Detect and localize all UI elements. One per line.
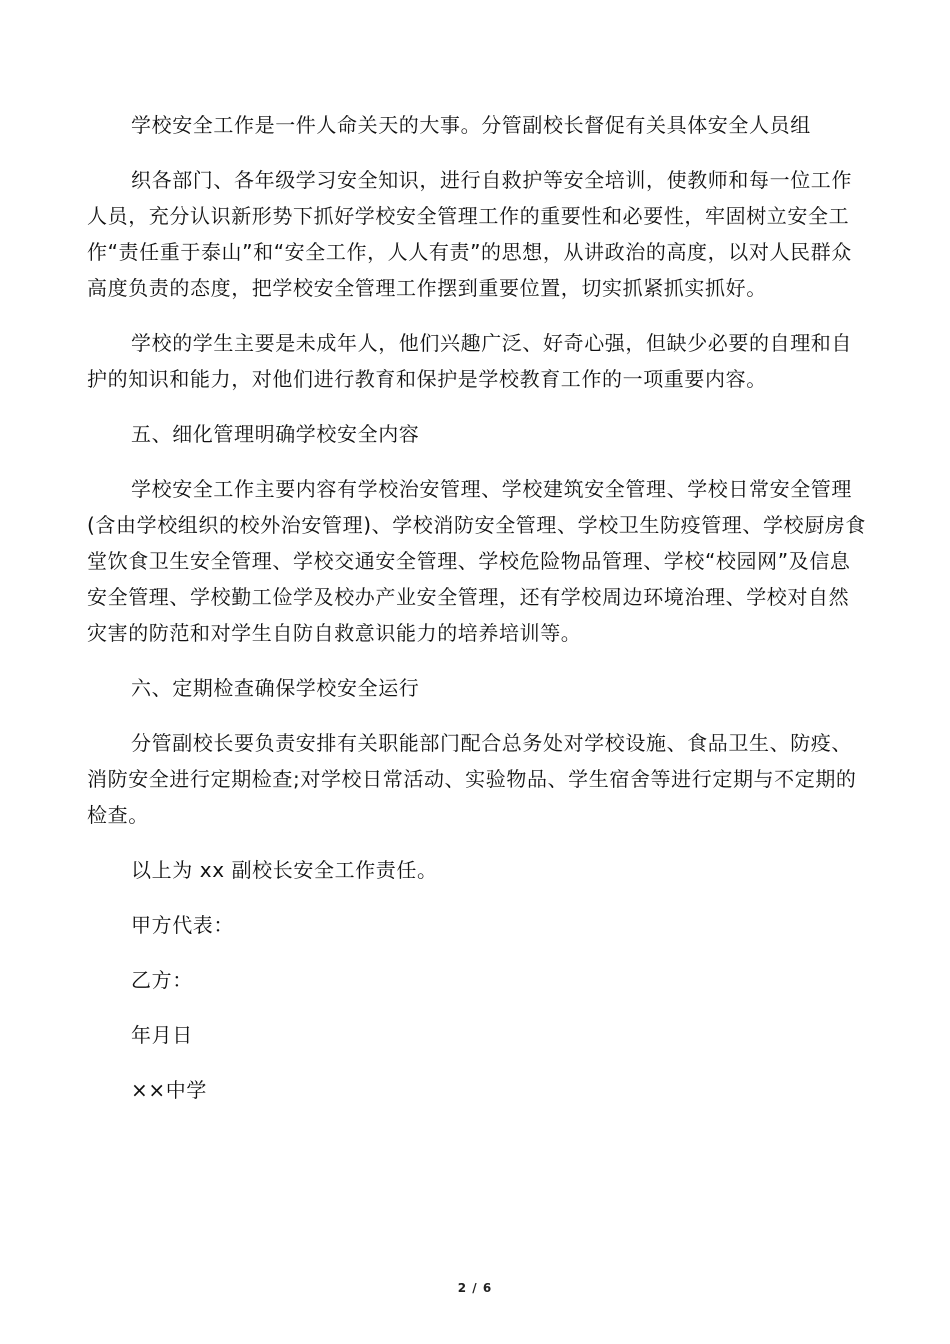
document-body	[87, 107, 867, 1127]
section-heading-6: 六、定期检查确保学校安全运行	[131, 676, 420, 700]
page-number: 2 / 6	[457, 1281, 493, 1295]
party-a-signature-line: 甲方代表：	[131, 913, 234, 937]
paragraph-summary: 以上为 xx 副校长安全工作责任。	[131, 858, 438, 882]
paragraph-safety-content: 学校安全工作主要内容有学校治安管理、学校建筑安全管理、学校日常安全管理(含由学校组织的校外治安管理)、学校消防安全管理、学校卫生防疫管理、学校厨房食堂饮食卫生安全管理、学校交通安全管理、学校危险物品管理、学校“校园网”及信息安全管理、学校勤工俭学及校办产业安全管理，还有学校周边环境治理、学校对自然灾害的防范和对学生自防自救意识能力的培养培训等。	[87, 477, 867, 645]
paragraph-training: 织各部门、各年级学习安全知识，进行自救护等安全培训，使教师和每一位工作人员，充分认识新形势下抓好学校安全管理工作的重要性和必要性，牢固树立安全工作“责任重于泰山”和“安全工作，人人有责”的思想，从讲政治的高度，以对人民群众高度负责的态度，把学校安全管理工作摆到重要位置，切实抓紧抓实抓好。	[87, 168, 852, 300]
section-heading-5: 五、细化管理明确学校安全内容	[131, 422, 420, 446]
paragraph-inspection: 分管副校长要负责安排有关职能部门配合总务处对学校设施、食品卫生、防疫、消防安全进行定期检查;对学校日常活动、实验物品、学生宿舍等进行定期与不定期的检查。	[87, 731, 857, 827]
date-line: 年月日	[131, 1023, 193, 1047]
party-b-signature-line: 乙方：	[131, 968, 193, 992]
school-name-line: ××中学	[131, 1078, 207, 1102]
paragraph-students: 学校的学生主要是未成年人，他们兴趣广泛、好奇心强，但缺少必要的自理和自护的知识和能力，对他们进行教育和保护是学校教育工作的一项重要内容。	[87, 331, 852, 391]
paragraph-intro: 学校安全工作是一件人命关天的大事。分管副校长督促有关具体安全人员组	[131, 113, 811, 137]
